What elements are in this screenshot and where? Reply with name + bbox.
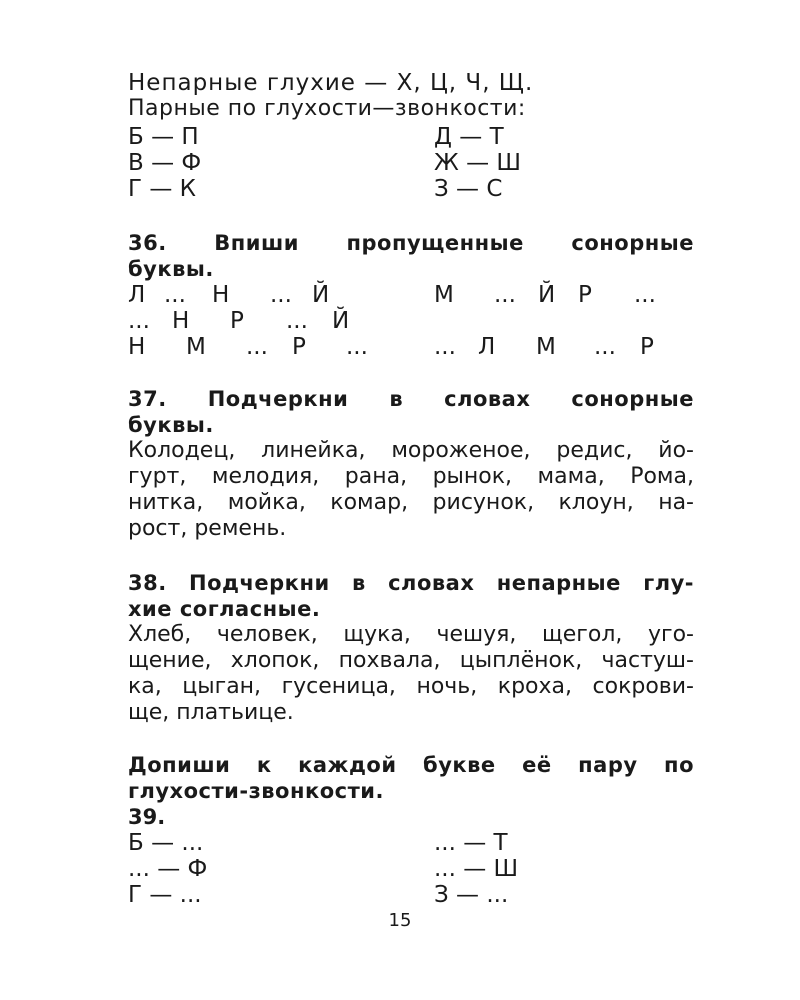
pair-left-2: В — Ф <box>128 150 202 176</box>
pair-right-2: Ж — Ш <box>434 150 521 176</box>
task-37-words <box>128 438 694 542</box>
task-38-title-line2: хие согласные. <box>128 597 321 621</box>
t36-r3-c7: Л <box>478 334 496 360</box>
task-38-title <box>128 570 694 622</box>
task-38-line-2: щение, хлопок, похвала, цыплёнок, частуш- <box>128 648 694 673</box>
pair-right-1: Д — Т <box>434 124 504 150</box>
t36-r3-c4: Р <box>292 334 306 360</box>
task-37-line-2: гурт, мелодия, рана, рынок, мама, Рома, <box>128 464 694 489</box>
t36-r1-c8: Й <box>538 282 556 308</box>
task-38-line-1: Хлеб, человек, щука, чешуя, щегол, уго- <box>128 622 694 647</box>
paired-heading-line: Парные по глухости—звонкости: <box>128 96 526 121</box>
t36-r1-c1: Л <box>128 282 146 308</box>
task-38-words <box>128 622 694 726</box>
t36-r3-c10: Р <box>640 334 654 360</box>
t39-pair-right-1: ... — Т <box>434 830 508 856</box>
t39-pair-right-2: ... — Ш <box>434 856 519 882</box>
t36-r3-c3: ... <box>246 334 268 360</box>
task-36-title-line2: буквы. <box>128 257 214 281</box>
t36-r3-c8: М <box>536 334 556 360</box>
t36-r1-c4: ... <box>270 282 292 308</box>
task-39-number: 39. <box>128 805 166 829</box>
t36-r1-c2: ... <box>164 282 186 308</box>
pair-right-3: З — С <box>434 176 503 202</box>
task-39-title-line2: глухости-звонкости. <box>128 779 384 803</box>
t36-r1-c10: ... <box>634 282 656 308</box>
pair-left-1: Б — П <box>128 124 199 150</box>
task-39-title-line1: Допиши к каждой букве её пару по <box>128 753 694 777</box>
t39-pair-left-2: ... — Ф <box>128 856 208 882</box>
t36-r1-c7: ... <box>494 282 516 308</box>
task-37-title-line2: буквы. <box>128 413 214 437</box>
t36-r2-c2: Н <box>172 308 190 334</box>
t36-r3-c5: ... <box>346 334 368 360</box>
t36-r3-c2: М <box>186 334 206 360</box>
task-38-line-3: ка, цыган, гусеница, ночь, кроха, сокрови- <box>128 674 694 699</box>
task-38-title-line1: 38. Подчеркни в словах непарные глу- <box>128 571 694 595</box>
unpaired-voiceless-line: Непарные глухие — Х, Ц, Ч, Щ. <box>128 70 534 96</box>
task-36-title <box>128 230 694 282</box>
t36-r1-c3: Н <box>212 282 230 308</box>
t36-r3-c9: ... <box>594 334 616 360</box>
t36-r3-c1: Н <box>128 334 146 360</box>
task-37-title-line1: 37. Подчеркни в словах сонорные <box>128 387 694 411</box>
t39-pair-left-3: Г — ... <box>128 882 202 908</box>
t36-r2-c3: Р <box>230 308 244 334</box>
t39-pair-right-3: З — ... <box>434 882 509 908</box>
task-37-line-1: Колодец, линейка, мороженое, редис, йо- <box>128 438 694 463</box>
task-36-title-line1: 36. Впиши пропущенные сонорные <box>128 231 694 255</box>
task-38-line-4: ще, платьице. <box>128 700 294 725</box>
t36-r3-c6: ... <box>434 334 456 360</box>
pair-left-3: Г — К <box>128 176 196 202</box>
t36-r1-c5: Й <box>312 282 330 308</box>
t36-r2-c1: ... <box>128 308 150 334</box>
t39-pair-left-1: Б — ... <box>128 830 204 856</box>
t36-r2-c5: Й <box>332 308 350 334</box>
task-37-line-3: нитка, мойка, комар, рисунок, клоун, на- <box>128 490 694 515</box>
t36-r1-c6: М <box>434 282 454 308</box>
task-39-title <box>128 752 694 804</box>
t36-r1-c9: Р <box>578 282 592 308</box>
task-37-line-4: рост, ремень. <box>128 516 287 541</box>
task-37-title <box>128 386 694 438</box>
t36-r2-c4: ... <box>286 308 308 334</box>
page-number: 15 <box>388 910 412 931</box>
